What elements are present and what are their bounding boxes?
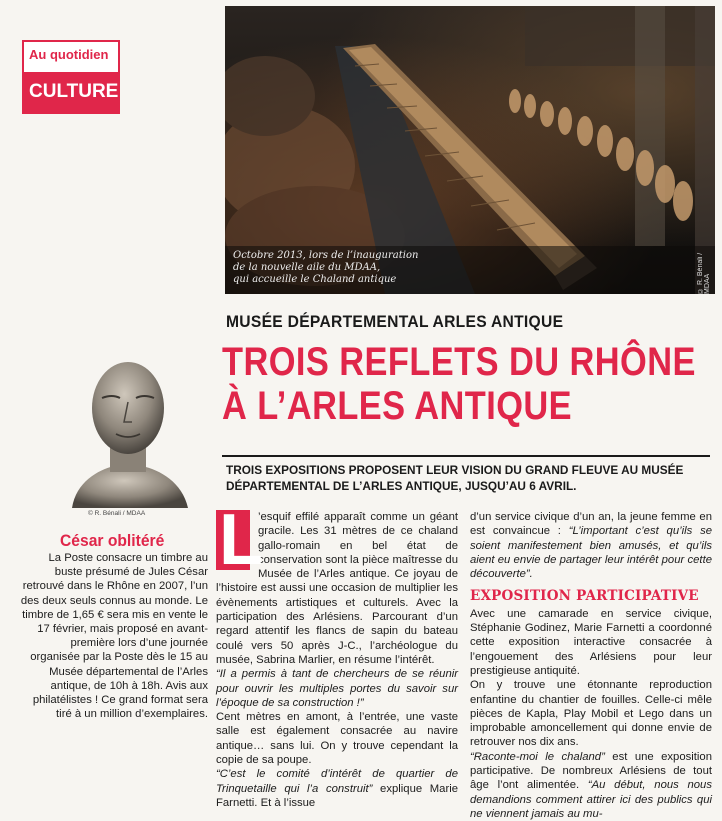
drop-cap: [216, 500, 263, 580]
sidebar-title: César oblitéré: [60, 531, 165, 550]
article-kicker: MUSÉE DÉPARTEMENTAL ARLES ANTIQUE: [226, 312, 564, 331]
sidebar-text: La Poste consacre un timbre au buste présumé de Jules César retrouvé dans le Rhône en 2007, l’un des deux seuls connus au monde. Le timbre de 1,65 € sera mis en vente le 17 février, mais proposé en avant-première lors d’une journée organisée par la Poste dès le 15 au Musée départemental de l’Arles antique, de 10h à 18h. Avis aux philatélistes ! Ce grand format sera tiré à un million d’exemplaires.: [20, 552, 208, 721]
photo-credit: © R. Bénali / MDAA: [697, 252, 711, 294]
article-column-1: [216, 500, 459, 810]
photo-caption: [233, 250, 463, 286]
paragraph-text: d’un service civique d’un an, la jeune femme en est convaincue :: [470, 511, 712, 538]
quote: “Raconte-moi le chaland”: [470, 750, 605, 763]
paragraph: [470, 750, 712, 821]
section-category: Au quotidien: [29, 47, 109, 62]
paragraph-tail: explique Marie Farnetti. Et à l’issue: [216, 782, 459, 809]
photo-caption-line: de la nouvelle aile du MDAA,: [233, 262, 381, 273]
headline-line: TROIS REFLETS DU RHÔNE: [222, 340, 696, 384]
section-rubric: CULTURE: [24, 72, 118, 112]
drop-cap-letter: L: [219, 500, 263, 580]
caesar-bust-image: [62, 350, 194, 508]
paragraph-text: est une exposition participative. De nombreux Arlésiens de tout âge l’ont alimentée.: [470, 750, 712, 792]
quote: “C’est le comité d’intérêt de quartier de Trinquetaille qui l’a construit”: [216, 768, 458, 795]
paragraph: Avec une camarade en service civique, Stéphanie Godinez, Marie Farnetti a coordonné cette exposition interactive consacrée à l’engouement des Arlésiens pour leur prestigieuse antiquité.: [470, 607, 712, 677]
paragraph: ’esquif effilé apparaît comme un géant gracile. Les 31 mètres de ce chaland gallo-romain en bel état de conservation sont la pièce maîtresse du Musée de l’Arles antique. Ce joyau de l’histoire est aussi une occasion de multiplier les évènements artistiques et culturels. Avec la participation des Arlésiens. Parcourant d’un regard attentif les flancs de sapin du bateau coulé vers 50 après J-C., l’archéologue du musée, Sabrina Marlier, en résume l’intérêt.: [216, 511, 458, 666]
paragraph: [216, 767, 458, 810]
article-column-2: [470, 510, 712, 821]
deck-line: TROIS EXPOSITIONS PROPOSENT LEUR VISION DU GRAND FLEUVE AU MUSÉE: [226, 463, 684, 477]
headline-line: À L’ARLES ANTIQUE: [222, 384, 573, 428]
divider-rule: [222, 455, 710, 457]
hero-photo: [225, 6, 715, 294]
quote: “Il a permis à tant de chercheurs de se réunir pour ouvrir les multiples portes du savoir sur l’époque de sa construction !”: [216, 668, 458, 709]
photo-caption-line: Octobre 2013, lors de l’inauguration: [233, 250, 419, 261]
photo-caption-line: qui accueille le Chaland antique: [233, 274, 397, 285]
article-headline: [222, 340, 696, 428]
paragraph: Cent mètres en amont, à l’entrée, une vaste salle est également consacrée au navire antique… sans lui. On y trouve cependant la copie de sa poupe.: [216, 711, 458, 767]
subhead: EXPOSITION PARTICIPATIVE: [470, 588, 699, 605]
section-badge: [22, 40, 120, 114]
paragraph: [470, 510, 712, 581]
article-deck: [226, 462, 706, 494]
deck-line: DÉPARTEMENTAL DE L’ARLES ANTIQUE, JUSQU’AU 6 AVRIL.: [226, 479, 577, 493]
quote: “L’important c’est qu’ils se soient manifestement bien amusés, et qu’ils aient eu envie de partager leur intérêt pour cette découverte”.: [470, 525, 712, 581]
paragraph: On y trouve une étonnante reproduction enfantine du chantier de fouilles. Celle-ci mêle pièces de Kapla, Play Mobil et Lego dans un improbable amoncellement qui donne envie de retrouver nos dix ans.: [470, 679, 712, 749]
quote: “Au début, nous nous demandions comment attirer ici des publics qui ne viennent jamais au mu-: [470, 779, 712, 820]
bust-credit: © R. Bénali / MDAA: [88, 510, 146, 517]
